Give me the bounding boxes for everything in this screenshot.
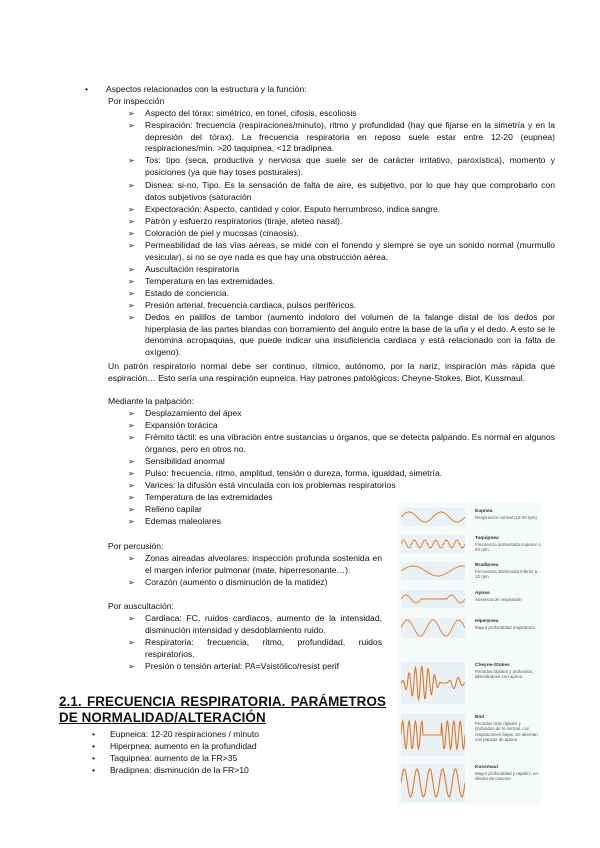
arrow-bullet-icon: ➢ — [128, 205, 135, 214]
inspection-item-text: Presión arterial, frecuencia cardiaca, pulsos periféricos. — [145, 300, 357, 310]
waveform-label — [475, 619, 541, 630]
waveform-label-desc: Ausencia de respiración — [475, 596, 522, 602]
waveform-line — [401, 540, 465, 548]
waveform-line — [401, 620, 465, 636]
arrow-bullet-icon: ➢ — [128, 229, 135, 238]
palpation-heading: Mediante la palpación: — [108, 396, 194, 406]
percussion-item — [128, 577, 382, 589]
arrow-bullet-icon: ➢ — [128, 638, 135, 647]
waveform-label-title: Apnea — [475, 591, 490, 596]
palpation-item — [128, 408, 555, 420]
waveform-label-title: Cheyne-Stokes — [475, 663, 510, 668]
inspection-item — [128, 276, 555, 288]
inspection-item — [128, 240, 555, 263]
waveform-label-title: Hiperpnea — [475, 619, 499, 624]
waveform-label-title: Taquipnea — [475, 536, 499, 541]
inspection-item — [128, 300, 555, 312]
inspection-item-text: Estado de conciencia. — [145, 288, 230, 298]
waveform-line — [401, 512, 465, 522]
arrow-bullet-icon: ➢ — [128, 109, 135, 118]
bullet-icon: • — [92, 729, 96, 739]
arrow-bullet-icon: ➢ — [128, 265, 135, 274]
waveform-label-title: Bradipnea — [475, 563, 499, 568]
waveform-panel — [401, 662, 465, 704]
waveform-label — [475, 509, 541, 520]
inspection-item-text: Expectoración: Aspecto, cantidad y color. Esputo herrumbroso, indica sangre. — [145, 204, 441, 214]
arrow-bullet-icon: ➢ — [128, 517, 135, 526]
waveform-icon — [401, 618, 465, 638]
inspection-item — [128, 288, 555, 300]
waveform-label-desc: Respiración normal (12-20 rpm) — [475, 514, 537, 520]
arrow-bullet-icon: ➢ — [128, 662, 135, 671]
inspection-item — [128, 228, 555, 240]
inspection-item-text: Temperatura en las extremidades. — [145, 276, 275, 286]
arrow-bullet-icon: ➢ — [128, 554, 135, 563]
arrow-bullet-icon: ➢ — [128, 493, 135, 502]
waveform-label-title: Eupnea — [475, 509, 493, 514]
inspection-item-text: Disnea: si-no, Tipo. Es la sensación de falta de aire, es subjetivo, por lo que hay que comprobarlo con datos subjetivos (saturación — [145, 180, 555, 202]
rate-item-text: Taquipnea: aumento de la FR>35 — [110, 753, 238, 763]
rate-item — [92, 729, 260, 741]
arrow-bullet-icon: ➢ — [128, 457, 135, 466]
waveform-label — [475, 715, 541, 743]
waveform-line — [401, 769, 465, 797]
auscultation-item — [128, 637, 382, 660]
auscultation-item — [128, 613, 382, 636]
arrow-bullet-icon: ➢ — [128, 481, 135, 490]
inspection-item — [128, 120, 555, 155]
waveform-icon — [401, 662, 465, 704]
waveform-panel — [401, 590, 465, 608]
arrow-bullet-icon: ➢ — [128, 578, 135, 587]
waveform-label — [475, 765, 541, 782]
bullet-icon: • — [85, 84, 89, 94]
palpation-item-text: Temperatura de las extremidades — [145, 492, 273, 502]
waveform-line — [401, 666, 465, 699]
waveform-line — [401, 595, 465, 603]
palpation-item-text: Desplazamiento del ápex — [145, 408, 242, 418]
palpation-item-text: Relleno capilar — [145, 504, 202, 514]
arrow-bullet-icon: ➢ — [128, 121, 135, 130]
rate-item — [92, 753, 238, 765]
waveform-label — [475, 591, 541, 602]
waveform-panel — [401, 562, 465, 580]
waveform-label — [475, 563, 541, 580]
inspection-item — [128, 204, 555, 216]
inspection-item — [128, 180, 555, 203]
arrow-bullet-icon: ➢ — [128, 277, 135, 286]
waveform-label-desc: Frecuencia disminuida inferior a 12 rpm — [475, 568, 538, 580]
palpation-item-text: Expansión torácica — [145, 420, 218, 430]
arrow-bullet-icon: ➢ — [128, 241, 135, 250]
waveform-label — [475, 536, 541, 553]
inspection-item-text: Permeabilidad de las vías aéreas, se mide con el fonendo y siempre se oye un sonido normal (murmullo vesicular), si no se oye nada es que hay una obstrucción aérea. — [145, 240, 555, 262]
percussion-item-text: Corazón (aumento o disminución de la matidez) — [145, 577, 328, 587]
inspection-item — [128, 312, 555, 358]
inspection-item-text: Respiración: frecuencia (respiraciones/minuto), ritmo y profundidad (hay que fijarse en la simetría y en la depresión del tórax). La frecuencia respiratoria en reposo suele estar entre 12-20 (eupnea) respiraciones/min. >20 taquipnea, <12 bradipnea. — [145, 120, 555, 154]
arrow-bullet-icon: ➢ — [128, 614, 135, 623]
rate-item-text: Hiperpnea: aumento en la profundidad — [110, 741, 257, 751]
arrow-bullet-icon: ➢ — [128, 421, 135, 430]
inspection-item-text: Coloración de piel y mucosas (cinaosis). — [145, 228, 299, 238]
arrow-bullet-icon: ➢ — [128, 469, 135, 478]
waveform-panel — [401, 618, 465, 638]
waveform-label-title: Kussmaul — [475, 765, 498, 770]
inspection-item — [128, 108, 555, 120]
inspection-item — [128, 155, 555, 178]
waveform-icon — [401, 535, 465, 553]
waveform-label-desc: Periodos más rápidos y profundos de lo normal, con respiraciones bajas. Se alternan con pausas de apnea — [475, 720, 538, 743]
palpation-item — [128, 432, 555, 455]
auscultation-heading: Por auscultación: — [108, 601, 174, 611]
waveform-label-title: Biot — [475, 715, 485, 720]
waveform-panel — [401, 535, 465, 553]
arrow-bullet-icon: ➢ — [128, 217, 135, 226]
waveform-icon — [401, 590, 465, 608]
arrow-bullet-icon: ➢ — [128, 409, 135, 418]
inspection-item — [128, 216, 555, 228]
palpation-item-text: Pulso: frecuencia, ritmo, amplitud, tensión o dureza, forma, igualdad, simetría. — [145, 468, 443, 478]
waveform-label-desc: Mayor profundidad y rapidez, en aliento de cetonas — [475, 770, 538, 782]
waveform-label-desc: Periodos rápidos y profundos, alternándose con apnea — [475, 668, 534, 680]
waveform-panel — [401, 714, 465, 756]
arrow-bullet-icon: ➢ — [128, 156, 135, 165]
auscultation-item-text: Respiratoria: frecuencia, ritmo, profundidad, ruidos respiratorios. — [145, 637, 382, 659]
inspection-item-text: Auscultación respiratoria — [145, 264, 240, 274]
arrow-bullet-icon: ➢ — [128, 289, 135, 298]
waveform-label-desc: Mayor profundidad respiratoria — [475, 624, 535, 630]
auscultation-item — [128, 661, 382, 673]
arrow-bullet-icon: ➢ — [128, 433, 135, 442]
inspection-item-text: Patrón y esfuerzo respiratorios (tiraje, aleteo nasal). — [145, 216, 343, 226]
rate-item-text: Eupneica: 12-20 respiraciones / minuto — [110, 729, 260, 739]
waveform-panel — [401, 764, 465, 802]
bullet-icon: • — [92, 741, 96, 751]
bullet-icon: • — [92, 753, 96, 763]
waveform-icon — [401, 508, 465, 526]
palpation-item-text: Frémito táctil: es una vibración entre sustancias u órganos, que se detecta palpando. Es normal en algunos órganos, pero en otros no. — [145, 432, 555, 454]
percussion-heading: Por percusión: — [108, 541, 164, 551]
percussion-item — [128, 553, 382, 576]
auscultation-item-text: Cardiaca: FC, ruidos cardiacos, aumento de la intensidad, disminución intensidad y desdoblamiento ruido. — [145, 613, 382, 635]
palpation-item — [128, 480, 555, 492]
inspection-item — [128, 264, 555, 276]
bullet-icon: • — [92, 765, 96, 775]
rate-item-text: Bradipnea: disminución de la FR>10 — [110, 765, 249, 775]
arrow-bullet-icon: ➢ — [128, 505, 135, 514]
inspection-item-text: Dedos en palillos de tambor (aumento indoloro del volumen de la falange distal de los dedos por hiperplasia de las partes blandas con borramiento del ángulo entre la base de la uña y el dedo. A esto se le denomina acropaquias, que puede indicar una insuficiencia cardiaca y está relacionado con la falta de oxígeno). — [145, 312, 555, 357]
section-title: 2.1. FRECUENCIA RESPIRATORIA. PARÁMETROS DE NORMALIDAD/ALTERACIÓN — [59, 694, 386, 726]
intro-heading: Aspectos relacionados con la estructura y la función: — [106, 84, 307, 94]
palpation-item-text: Edemas maleolares — [145, 516, 221, 526]
inspection-item-text: Tos: tipo (seca, productiva y nerviosa que suele ser de carácter irritativo, paroxística), momento y posiciones (ya que hay toses posturales). — [145, 155, 555, 177]
palpation-item — [128, 420, 555, 432]
percussion-item-text: Zonas aireadas alveolares: inspección profunda sostenida en el margen inferior pulmonar (mate, hiperresonante…). — [145, 553, 382, 575]
palpation-item — [128, 468, 555, 480]
arrow-bullet-icon: ➢ — [128, 301, 135, 310]
rate-item — [92, 765, 249, 777]
waveform-line — [401, 566, 465, 576]
arrow-bullet-icon: ➢ — [128, 313, 135, 322]
normal-pattern-paragraph: Un patrón respiratorio normal debe ser continuo, rítmico, autónomo, por la nariz, inspiración más rápida que espiración… Esto sería una respiración eupneica. Hay patrones patológicos: Cheyne-Stokes, Biot, Kussmaul. — [108, 361, 555, 383]
auscultation-item-text: Presión o tensión arterial: PA=Vsistólico/resist perif — [145, 661, 340, 671]
rate-item — [92, 741, 257, 753]
palpation-item-text: Sensibilidad anormal — [145, 456, 225, 466]
waveform-icon — [401, 562, 465, 580]
arrow-bullet-icon: ➢ — [128, 181, 135, 190]
inspection-item-text: Aspecto del tórax: simétrico, en tonel, cifosis, escoliosis — [145, 108, 357, 118]
waveform-line — [401, 721, 465, 749]
waveform-icon — [401, 714, 465, 756]
palpation-item-text: Varices: la difusión está vinculada con los problemas respiratorios — [145, 480, 396, 490]
respiratory-patterns-figure — [398, 502, 541, 805]
waveform-icon — [401, 764, 465, 802]
waveform-label-desc: Frecuencia aumentada superior a 20 rpm — [475, 541, 541, 553]
inspection-heading: Por inspección — [108, 96, 165, 106]
palpation-item — [128, 456, 555, 468]
waveform-label — [475, 663, 541, 680]
waveform-panel — [401, 508, 465, 526]
